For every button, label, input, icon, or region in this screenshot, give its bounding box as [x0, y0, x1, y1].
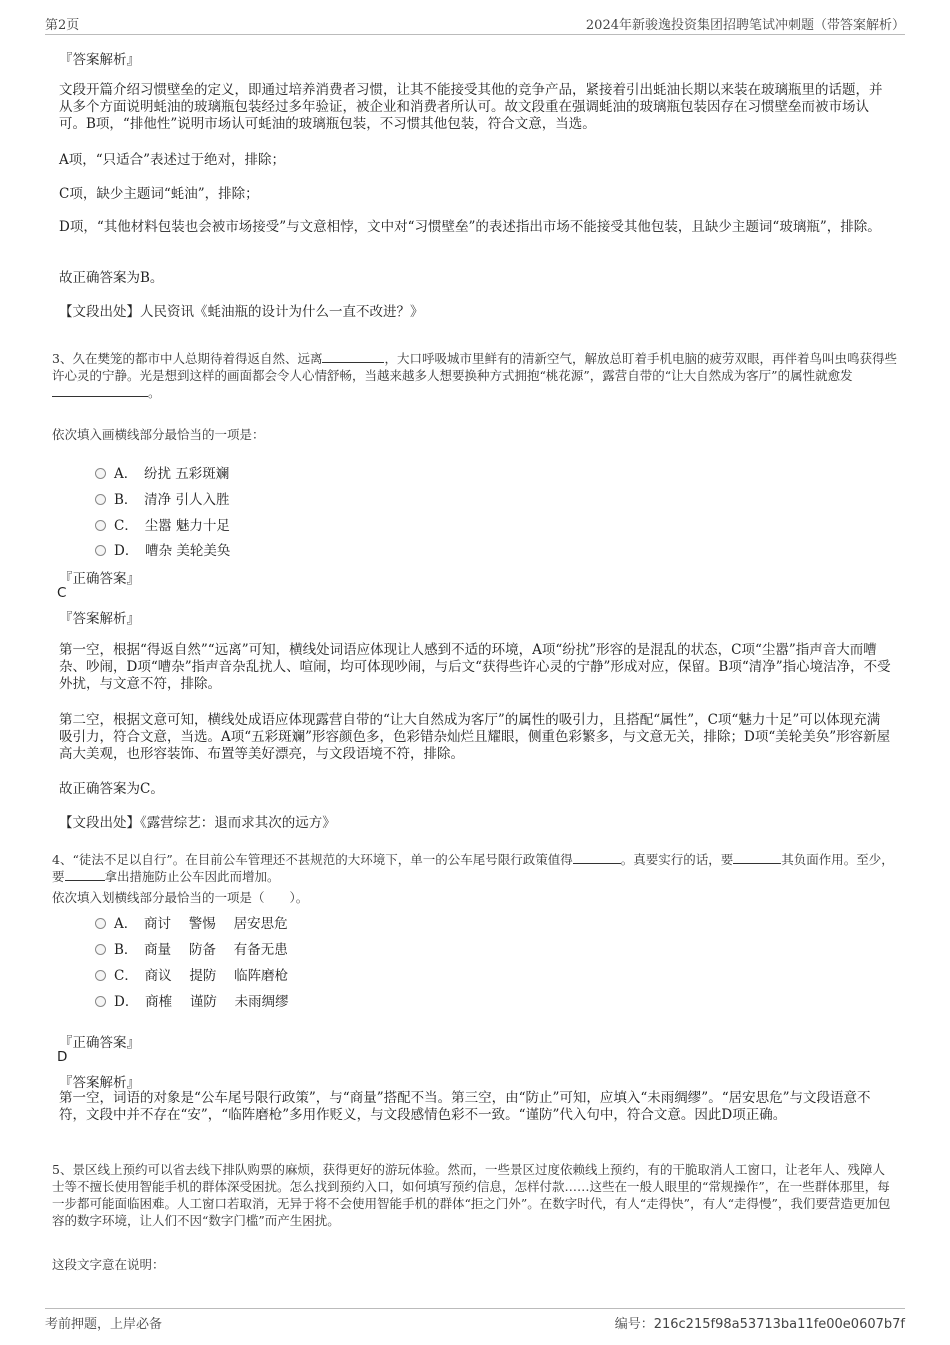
blank-2	[52, 396, 148, 397]
blank-1	[573, 863, 621, 864]
q4-option-a[interactable]: A． 商讨 警惕 居安思危	[95, 912, 288, 932]
q4-option-c[interactable]: C． 商议 提防 临阵磨枪	[95, 964, 288, 984]
radio-icon[interactable]	[95, 996, 106, 1007]
question-4-stem: 4、“徒法不足以自行”。在目前公车管理还不甚规范的大环境下，单一的公车尾号限行政策值得 。真要实行的话，要 其负面作用。至少，要 拿出措施防止公车因此而增加。	[52, 852, 894, 884]
radio-icon[interactable]	[95, 944, 106, 955]
document-id: 编号：216c215f98a53713ba11fe00e0607b7f	[614, 1317, 905, 1332]
radio-icon[interactable]	[95, 545, 106, 556]
q3-option-c[interactable]: C． 尘嚣 魅力十足	[95, 514, 230, 534]
q3-source: 【文段出处】《露营综艺：退而求其次的远方》	[59, 815, 336, 831]
q4-analysis-label: 『答案解析』	[59, 1075, 140, 1091]
q2-analysis-option-a: A项，“只适合”表述过于绝对，排除；	[59, 152, 286, 168]
q4-option-b[interactable]: B． 商量 防备 有备无患	[95, 938, 288, 958]
q3-option-d[interactable]: D． 嘈杂 美轮美奂	[95, 539, 230, 559]
q3-analysis-label: 『答案解析』	[59, 611, 140, 627]
page-header	[45, 14, 905, 35]
radio-icon[interactable]	[95, 494, 106, 505]
radio-icon[interactable]	[95, 468, 106, 479]
page-number: 第2页	[45, 18, 80, 33]
question-4-prompt: 依次填入划横线部分最恰当的一项是（ ）。	[52, 890, 309, 905]
question-5-stem: 5、景区线上预约可以省去线下排队购票的麻烦，获得更好的游玩体验。然而，一些景区过度依赖线上预约，有的干脆取消人工窗口，让老年人、残障人士等不擅长使用智能手机的群体深受困扰。怎么找到预约入口，如何填写预约信息，怎样付款……这些在一般人眼里的“常规操作”，在一些群体那里，每一步都可能面临困难。人工窗口若取消，无异于将不会使用智能手机的群体“拒之门外”。在数字时代，有人“走得快”，有人“走得慢”，我们要营造更加包容的数字环境，让人们不因“数字门槛”而产生困扰。	[52, 1162, 891, 1228]
q3-correct-answer: C	[57, 585, 67, 601]
q4-analysis-paragraph: 第一空，词语的对象是“公车尾号限行政策”，与“商量”搭配不当。第三空，由“防止”可知，应填入“未雨绸缪”。“居安思危”与文段语意不符，文段中并不存在“安”，“临阵磨枪”多用作贬义，与文段感情色彩不一致。“谨防”代入句中，符合文意。因此D项正确。	[59, 1090, 871, 1123]
question-3-stem: 3、久在樊笼的都市中人总期待着得返自然、远离 ，大口呼吸城市里鲜有的清新空气，解放总盯着手机电脑的疲劳双眼，再伴着鸟叫虫鸣获得些许心灵的宁静。光是想到这样的画面都会令人心情舒畅，当越来越多人想要换种方式拥抱“桃花源”，露营自带的“让大自然成为客厅”的属性就愈发。	[52, 351, 897, 400]
radio-icon[interactable]	[95, 970, 106, 981]
q3-analysis-paragraph-1: 第一空，根据“得返自然”“远离”可知，横线处词语应体现让人感到不适的环境，A项“纷扰”形容的是混乱的状态，C项“尘嚣”指声音大而嘈杂、吵闹，D项“嘈杂”指声音杂乱扰人、喧闹，均可体现吵闹，与后文“获得些许心灵的宁静”形成对应，保留。B项“清净”指心境洁净，不受外扰，与文意不符，排除。	[59, 642, 891, 692]
q2-analysis-option-d: D项，“其他材料包装也会被市场接受”与文意相悖，文中对“习惯壁垒”的表述指出市场不能接受其他包装，且缺少主题词“玻璃瓶”，排除。	[59, 219, 881, 235]
question-3-prompt: 依次填入画横线部分最恰当的一项是：	[52, 427, 265, 442]
question-5-prompt: 这段文字意在说明：	[52, 1257, 165, 1272]
q3-option-a[interactable]: A． 纷扰 五彩斑斓	[95, 462, 229, 482]
blank-1	[322, 362, 384, 363]
q3-answer: 故正确答案为C。	[59, 781, 164, 797]
q2-answer: 故正确答案为B。	[59, 270, 164, 286]
q4-option-d[interactable]: D． 商榷 谨防 未雨绸缪	[95, 990, 289, 1010]
q2-analysis-option-c: C项，缺少主题词“蚝油”，排除；	[59, 186, 259, 202]
q2-analysis-label: 『答案解析』	[59, 52, 140, 68]
document-title: 2024年新骏逸投资集团招聘笔试冲刺题（带答案解析）	[585, 18, 905, 33]
blank-2	[733, 863, 781, 864]
q3-analysis-paragraph-2: 第二空，根据文意可知，横线处成语应体现露营自带的“让大自然成为客厅”的属性的吸引力，且搭配“属性”，C项“魅力十足”可以体现充满吸引力，符合文意，当选。A项“五彩斑斓”形容颜色多，色彩错杂灿烂且耀眼，侧重色彩繁多，与文意无关，排除；D项“美轮美奂”形容新屋高大美观，也形容装饰、布置等美好漂亮，与文段语境不符，排除。	[59, 712, 891, 762]
q3-option-b[interactable]: B． 清净 引人入胜	[95, 488, 229, 508]
q4-correct-answer: D	[57, 1049, 68, 1065]
q2-analysis-paragraph: 文段开篇介绍习惯壁垒的定义，即通过培养消费者习惯，让其不能接受其他的竞争产品，紧接着引出蚝油长期以来装在玻璃瓶里的话题，并从多个方面说明蚝油的玻璃瓶包装经过多年验证，被企业和消费者所认可。故文段重在强调蚝油的玻璃瓶包装因存在习惯壁垒而被市场认可。B项，“排他性”说明市场认可蚝油的玻璃瓶包装，不习惯其他包装，符合文意，当选。	[59, 82, 883, 132]
radio-icon[interactable]	[95, 520, 106, 531]
q4-correct-label: 『正确答案』	[59, 1035, 140, 1051]
footer-slogan: 考前押题，上岸必备	[45, 1317, 163, 1332]
radio-icon[interactable]	[95, 918, 106, 929]
blank-3	[65, 880, 105, 881]
page-footer	[45, 1308, 905, 1333]
q2-source: 【文段出处】人民资讯《蚝油瓶的设计为什么一直不改进？》	[59, 304, 424, 320]
q3-correct-label: 『正确答案』	[59, 571, 140, 587]
